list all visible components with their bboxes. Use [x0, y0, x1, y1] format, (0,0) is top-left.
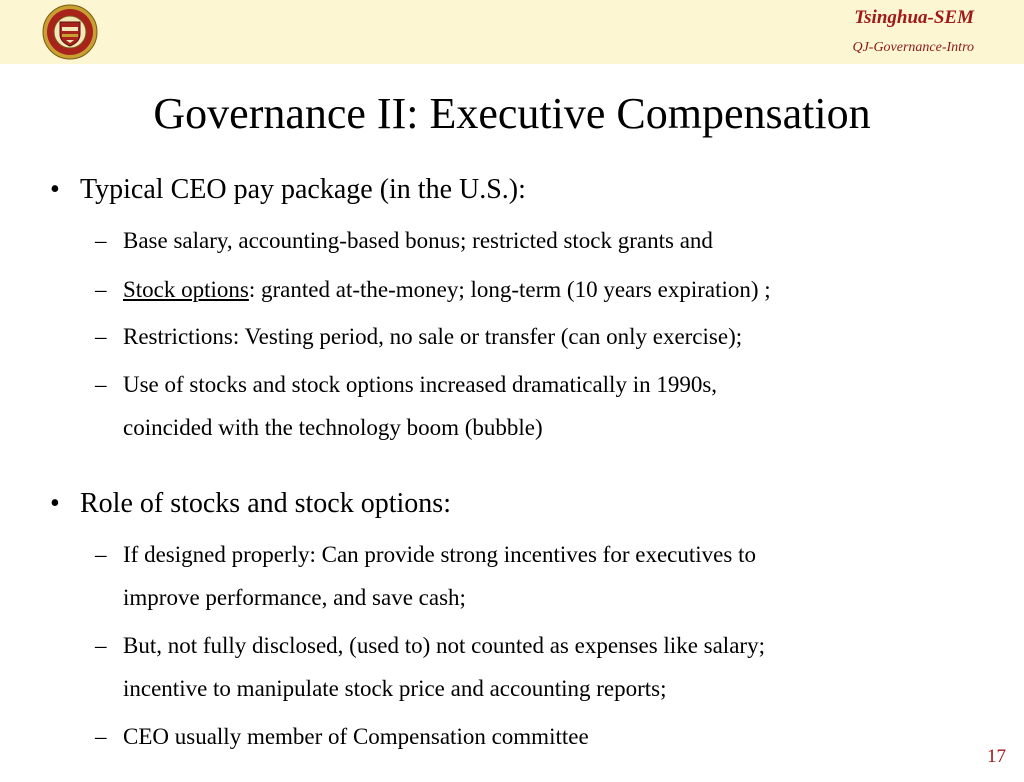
brand-title: Tsinghua-SEM [854, 7, 974, 28]
sub-item-line-1: But, not fully disclosed, (used to) not counted as expenses like salary; [123, 633, 765, 658]
sub-item [95, 219, 975, 262]
sub-item [95, 624, 975, 710]
sub-item-line-1: Use of stocks and stock options increased dramatically in 1990s, [123, 372, 718, 397]
sub-item [95, 315, 975, 358]
sub-item-text [123, 268, 771, 311]
bullet-text: Role of stocks and stock options: [80, 488, 451, 519]
sub-item-text: Restrictions: Vesting period, no sale or transfer (can only exercise); [123, 324, 743, 349]
sub-item-line-1: If designed properly: Can provide strong incentives for executives to [123, 542, 756, 567]
sub-item-text: Base salary, accounting-based bonus; restricted stock grants and [123, 228, 713, 253]
underlined-term: Stock options [123, 277, 249, 302]
bullet-marker: • [50, 174, 60, 205]
dash-marker: – [95, 724, 107, 749]
sub-item [95, 363, 975, 449]
bullet-item-pay-package [50, 173, 526, 207]
brand-block [852, 6, 974, 58]
sub-item-text-rest: : granted at-the-money; long-term (10 years expiration) ; [248, 277, 771, 302]
brand-subtitle: QJ-Governance-Intro [852, 40, 974, 55]
sub-item-text: CEO usually member of Compensation committee [123, 724, 589, 749]
dash-marker: – [95, 324, 107, 349]
sub-item-text [123, 624, 765, 710]
sub-item-text [123, 363, 717, 449]
dash-marker: – [95, 228, 107, 253]
dash-marker: – [95, 633, 107, 658]
sub-item-text [123, 533, 756, 619]
sub-item [95, 268, 975, 311]
dash-marker: – [95, 277, 107, 302]
slide-title: Governance II: Executive Compensation [153, 89, 871, 138]
sub-item-line-2: incentive to manipulate stock price and accounting reports; [123, 676, 667, 701]
bullet-marker: • [50, 488, 60, 519]
bullet-item-role-of-stocks [50, 487, 451, 521]
dash-marker: – [95, 542, 107, 567]
dash-marker: – [95, 372, 107, 397]
sub-item [95, 715, 975, 758]
bullet-text: Typical CEO pay package (in the U.S.): [80, 174, 526, 205]
page-number: 17 [987, 746, 1006, 767]
sub-item-line-2: coincided with the technology boom (bubble) [123, 415, 543, 440]
university-seal-icon [42, 4, 98, 60]
sub-item-line-2: improve performance, and save cash; [123, 585, 466, 610]
sub-item [95, 533, 975, 619]
